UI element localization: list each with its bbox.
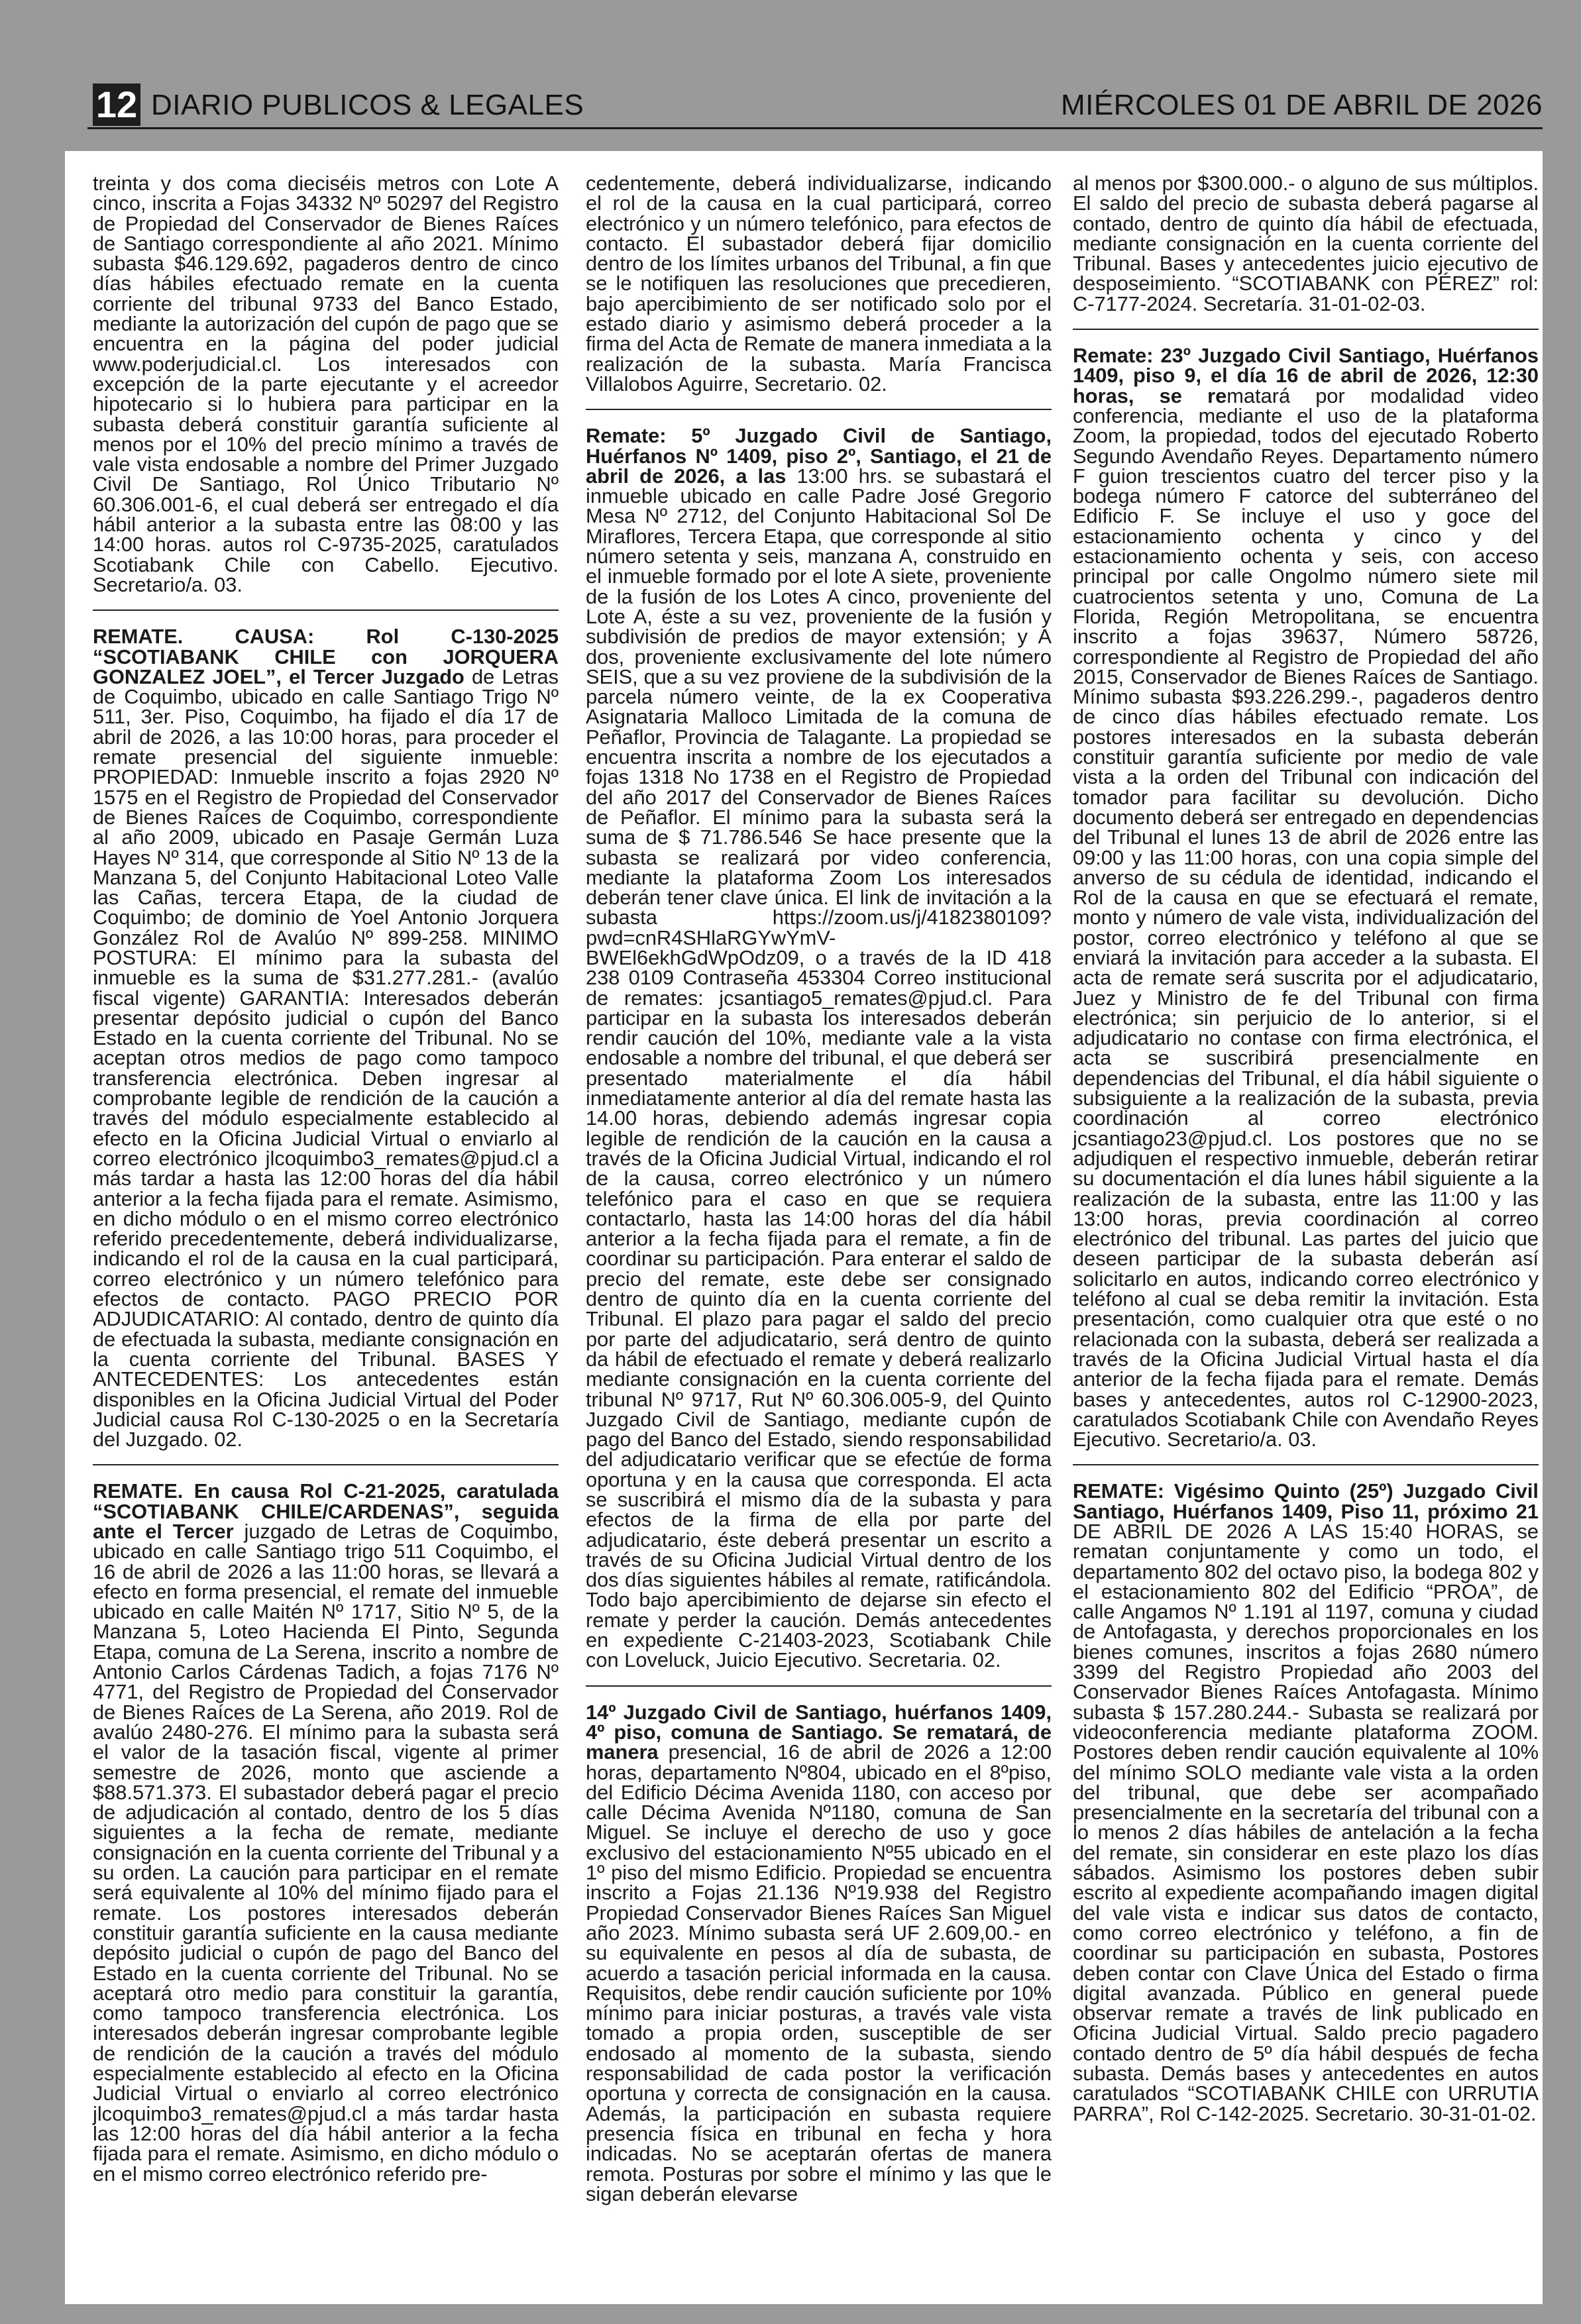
column-3 [1073,174,1539,2124]
notice-text: al menos por $300.000.- o alguno de sus múltiplos. El saldo del precio de subasta deberá pagarse al contado, dentro de quinto día hábil de efectuada, mediante consignación en la cuenta corriente del Tribunal. Bases y antecedentes juicio ejecutivo de desposeimiento. “SCOTIABANK con PÉREZ” rol: C-7177-2024. Secretaría. 31-01-02-03. [1073,172,1539,315]
notice [1073,346,1539,1450]
notice-divider [1073,1464,1539,1465]
notice [1073,1481,1539,2124]
notice-text: presencial, 16 de abril de 2026 a 12:00 horas, departamento Nº804, ubicado en el 8ºpiso, del Edificio Décima Avenida 1180, con acceso por calle Décima Avenida Nº1180, comuna de San Miguel. Se incluye el derecho de uso y goce exclusivo del estacionamiento Nº55 ubicado en el 1º piso del mismo Edificio. Propiedad se encuentra inscrito a Fojas 21.136 Nº19.938 del Registro Propiedad Conservador Bienes Raíces San Miguel año 2023. Mínimo subasta será UF 2.609,00.- en su equivalente en pesos al día de subasta, de acuerdo a tasación pericial informada en la causa. Requisitos, debe rendir caución suficiente por 10% mínimo para iniciar posturas, a través vale vista tomado a propia orden, susceptible de ser endosado al momento de la subasta, siendo responsabilidad de cada postor la verificación oportuna y correcta de consignación en la causa. Además, la participación en subasta requiere presencia física en tribunal en fecha y hora indicadas. No se aceptarán ofertas de manera remota. Posturas por sobre el mínimo y las que le sigan deberán elevarse [586,1740,1052,2205]
notice-text: DE ABRIL DE 2026 A LAS 15:40 HORAS, se rematan conjuntamente y como un todo, el departamento 802 del octavo piso, la bodega 802 y el estacionamiento 802 del Edificio “PROA”, de calle Angamos Nº 1.191 al 1197, comuna y ciudad de Antofagasta, y derechos proporcionales en los bienes comunes, inscritos a fojas 2680 número 3399 del Registro Propiedad año 2003 del Conservador Bienes Raíces Antofagasta. Mínimo subasta $ 157.280.244.- Subasta se realizará por videoconferencia mediante plataforma ZOOM. Postores deben rendir caución equivalente al 10% del mínimo SOLO mediante vale vista a la orden del tribunal, que debe ser acompañado presencialmente en la secretaría del tribunal con a lo menos 2 días hábiles de antelación a la fecha del remate, sin considerar en este plazo los días sábados. Asimismo los postores deben subir escrito al expediente acompañando imagen digital del vale vista e indicar sus datos de contacto, como correo electrónico y teléfono, a fin de coordinar su participación en subasta, Postores deben contar con Clave Única del Estado o firma digital avanzada. Público en general puede observar remate a través de link publicado en Oficina Judicial Virtual. Saldo precio pagadero contado dentro de 5º día hábil después de fecha subasta. Demás bases y antecedentes en autos caratulados “SCOTIABANK CHILE con URRUTIA PARRA”, Rol C-142-2025. Secretario. 30-31-01-02. [1073,1520,1539,2125]
notice-divider [1073,329,1539,330]
notice-divider [586,1685,1052,1687]
notice-divider [93,609,559,611]
notice-divider [93,1464,559,1465]
notice-heading: 14º Juzgado Civil de Santiago, huérfanos 1409, 4º piso, comuna de Santiago. Se rematará, de manera [586,1700,1052,1764]
notice-text: 13:00 hrs. se subastará el inmueble ubicado en calle Padre José Gregorio Mesa Nº 2712, del Conjunto Habitacional Sol De Miraflores, Tercera Etapa, que corresponde al sitio número setenta y seis, manzana A, construido en el inmueble formado por el lote A siete, proveniente de la fusión de los Lotes A cinco, proveniente del Lote A, éste a su vez, proveniente de la fusión y subdivisión de predios de mayor extensión; y A dos, proveniente exclusivamente del lote número SEIS, que a su vez proviene de la subdivisión de la parcela número veinte, de la ex Cooperativa Asignataria Malloco Limitada de la comuna de Peñaflor, Provincia de Talagante. La propiedad se encuentra inscrita a nombre de los ejecutados a fojas 1318 No 1738 en el Registro de Propiedad del año 2017 del Conservador de Bienes Raíces de Peñaflor. El mínimo para la subasta será la suma de $ 71.786.546 Se hace presente que la subasta se realizará por video conferencia, mediante la plataforma Zoom Los interesados deberán tener clave única. El link de invitación a la subasta https://zoom.us/j/4182380109?pwd=cnR4SHlaRGYwYmV-BWEl6ekhGdWpOdz09, o a través de la ID 418 238 0109 Contraseña 453304 Correo institucional de remates: jcsantiago5_remates@pjud.cl. Para participar en la subasta los interesados deberán rendir caución del 10%, mediante vale a la vista endosable a nombre del tribunal, el que deberá ser presentado materialmente el día hábil inmediatamente anterior al día del remate hasta las 14.00 horas, debiendo además ingresar copia legible de rendición de la caución en la causa a través de la Oficina Judicial Virtual, indicando el rol de la causa, correo electrónico y un número telefónico para el caso en que se requiera contactarlo, hasta las 14:00 horas del día hábil anterior a la fecha fijada para el remate, a fin de coordinar su participación. Para enterar el saldo de precio del remate, este debe ser consignado dentro de quinto día en la cuenta corriente del Tribunal. El plazo para pagar el saldo del precio por parte del adjudicatario, será dentro de quinto da hábil de efectuado el remate y deberá realizarlo mediante consignación en la cuenta corriente del tribunal Nº 9717, Rut Nº 60.306.005-9, del Quinto Juzgado Civil de Santiago, mediante cupón de pago del Banco del Estado, siendo responsabilidad del adjudicatario verificar que se efectúe de forma oportuna y en la causa que corresponda. El acta se suscribirá el mismo día de la subasta y para efectos de la firma de ella por parte del adjudicatario, éste deberá presentar un escrito a través de su Oficina Judicial Virtual dentro de los dos días siguientes hábiles al remate, ratificándola. Todo bajo apercibimiento de dejarse sin efecto el remate y perder la caución. Demás antecedentes en expediente C-21403-2023, Scotiabank Chile con Loveluck, Juicio Ejecutivo. Secretaria. 02. [586,464,1052,1672]
notice-heading: Remate: 23º Juzgado Civil Santiago, Huérfanos 1409, piso 9, el día 16 de abril de 2026, 12:30 horas, se re [1073,344,1539,407]
page-number: 12 [93,83,140,126]
notice-continuation [93,174,559,595]
notice-heading: Remate: 5º Juzgado Civil de Santiago, Huérfanos Nº 1409, piso 2º, Santiago, el 21 de abril de 2026, a las [586,424,1052,488]
notice-text: cedentemente, deberá individualizarse, indicando el rol de la causa en la cual participará, correo electrónico y un número telefónico, para efectos de contacto. El subastador deberá fijar domicilio dentro de los límites urbanos del Tribunal, a fin que se le notifiquen las resoluciones que precedieren, bajo apercibimiento de ser notificado solo por el estado diario y asimismo deberá proceder a la firma del Acta de Remate de manera inmediata a la realización de la subasta. María Francisca Villalobos Aguirre, Secretario. 02. [586,172,1052,396]
column-1 [93,174,559,2184]
notice [586,426,1052,1670]
notice-heading: REMATE. En causa Rol C-21-2025, caratulada “SCOTIABANK CHILE/CARDENAS”, seguida ante el Tercer [93,1479,559,1543]
column-2 [586,174,1052,2204]
notice-heading: REMATE: Vigésimo Quinto (25º) Juzgado Civil Santiago, Huérfanos 1409, Piso 11, próximo 21 [1073,1479,1539,1523]
newspaper-page [65,151,1543,2304]
notice [586,1700,1052,2205]
notice-text: treinta y dos coma dieciséis metros con Lote A cinco, inscrita a Fojas 34332 Nº 50297 del Registro de Propiedad del Conservador de Bienes Raíces de Santiago correspondiente al año 2021. Mínimo subasta $46.129.692, pagaderos dentro de cinco días hábiles efectuado remate en la cuenta corriente del tribunal 9733 del Banco Estado, mediante la autorización del cupón de pago que se encuentra en la página del poder judicial www.poderjudicial.cl. Los interesados con excepción de la parte ejecutante y el acreedor hipotecario si lo hubiera para participar en la subasta deberá constituir garantía suficiente al menos por el 10% del precio mínimo a través de vale vista endosable a nombre del Primer Juzgado Civil De Santiago, Rol Único Tributario Nº 60.306.001-6, el cual deberá ser entregado el día hábil anterior a la subasta entre las 08:00 y las 14:00 horas. autos rol C-9735-2025, caratulados Scotiabank Chile con Cabello. Ejecutivo. Secretario/a. 03. [93,172,559,596]
notice-text: de Letras de Coquimbo, ubicado en calle Santiago Trigo Nº 511, 3er. Piso, Coquimbo, ha fijado el día 17 de abril de 2026, a las 10:00 horas, para proceder el remate presencial del siguiente inmueble: PROPIEDAD: Inmueble inscrito a fojas 2920 Nº 1575 en el Registro de Propiedad del Conservador de Bienes Raíces de Coquimbo, correspondiente al año 2009, ubicado en Pasaje Germán Luza Hayes Nº 314, que corresponde al Sitio Nº 13 de la Manzana 5, del Conjunto Habitacional Loteo Valle las Cañas, tercera Etapa, de la ciudad de Coquimbo; de dominio de Yoel Antonio Jorquera González Rol de Avalúo Nº 899-258. MINIMO POSTURA: El mínimo para la subasta del inmueble es la suma de $31.277.281.- (avalúo fiscal vigente) GARANTIA: Interesados deberán presentar depósito judicial o cupón del Banco Estado en la cuenta corriente del Tribunal. No se aceptan otros medios de pago como tampoco transferencia electrónica. Deben ingresar al comprobante legible de rendición de la caución a través del módulo especialmente establecido al efecto en la Oficina Judicial Virtual o enviarlo al correo electrónico jlcoquimbo3_remates@pjud.cl a más tardar a hasta las 12:00 horas del día hábil anterior a la fecha fijada para el remate. Asimismo, en dicho módulo o en el mismo correo electrónico referido precedentemente, deberá individualizarse, indicando el rol de la causa en la cual participará, correo electrónico y un número telefónico para efectos de contacto. PAGO PRECIO POR ADJUDICATARIO: Al contado, dentro de quinto día de efectuada la subasta, mediante consignación en la cuenta corriente del Tribunal. BASES Y ANTECEDENTES: Los antecedentes están disponibles en la Oficina Judicial Virtual del Poder Judicial causa Rol C-130-2025 o en la Secretaría del Juzgado. 02. [93,664,559,1452]
publication-title: DIARIO PUBLICOS & LEGALES [151,89,584,121]
notice-continuation [1073,174,1539,314]
notice-text: juzgado de Letras de Coquimbo, ubicado en calle Santiago trigo 511 Coquimbo, el 16 de abril de 2026 a las 11:00 horas, se llevará a efecto en forma presencial, el remate del inmueble ubicado en calle Maitén Nº 1717, Sitio Nº 5, de la Manzana 5, Loteo Hacienda El Pinto, Segunda Etapa, comuna de La Serena, inscrito a nombre de Antonio Carlos Cárdenas Tadich, a fojas 7176 Nº 4771, del Registro de Propiedad del Conservador de Bienes Raíces de La Serena, año 2019. Rol de avalúo 2480-276. El mínimo para la subasta será el valor de la tasación fiscal, vigente al primer semestre de 2026, monto que asciende a $88.571.373. El subastador deberá pagar el precio de adjudicación al contado, dentro de los 5 días siguientes a la fecha de remate, mediante consignación en la cuenta corriente del Tribunal y a su orden. La caución para participar en el remate será equivalente al 10% del mínimo fijado para el remate. Los postores interesados deberán constituir garantía suficiente en la causa mediante depósito judicial o cupón de pago del Banco del Estado en la cuenta corriente del Tribunal. No se aceptará otro medio para constituir la garantía, como tampoco transferencia electrónica. Los interesados deberán ingresar comprobante legible de rendición de la caución a través del módulo especialmente establecido al efecto en la Oficina Judicial Virtual o enviarlo al correo electrónico jlcoquimbo3_remates@pjud.cl a más tardar hasta las 12:00 horas del día hábil anterior a la fecha fijada para el remate. Asimismo, en dicho módulo o en el mismo correo electrónico referido pre- [93,1520,559,2186]
notice [93,627,559,1450]
notice-divider [586,409,1052,410]
notice-text: matará por modalidad video conferencia, mediante el uso de la plataforma Zoom, la propiedad, todos del ejecutado Roberto Segundo Avendaño Reyes. Departamento número F guion trescientos cuatro del tercer piso y la bodega número F catorce del subterráneo del Edificio F. Se incluye el uso y goce del estacionamiento ochenta y cinco y del estacionamiento ochenta y seis, con acceso principal por calle Ongolmo número siete mil cuatrocientos setenta y uno, Comuna de La Florida, Región Metropolitana, se encuentra inscrito a fojas 39637, Número 58726, correspondiente al Registro de Propiedad del año 2015, Conservador de Bienes Raíces de Santiago. Mínimo subasta $93.226.299.-, pagaderos dentro de cinco días hábiles efectuado remate. Los postores interesados en la subasta deberán constituir garantía suficiente por medio de vale vista a la orden del Tribunal con indicación del tomador para facilitar su devolución. Dicho documento deberá ser entregado en dependencias del Tribunal el lunes 13 de abril de 2026 entre las 09:00 y las 11:00 horas, con una copia simple del anverso de su cédula de identidad, indicando el Rol de la causa en que se efectuará el remate, monto y número de vale vista, individualización del postor, correo electrónico y teléfono al que se enviará la invitación para acceder a la subasta. El acta de remate será suscrita por el adjudicatario, Juez y Ministro de fe del Tribunal con firma electrónica; sin perjuicio de lo anterior, si el adjudicatario no contase con firma electrónica, el acta se suscribirá presencialmente en dependencias del Tribunal, el día hábil siguiente o subsiguiente a la realización de la subasta, previa coordinación al correo electrónico jcsantiago23@pjud.cl. Los postores que no se adjudiquen el respectivo inmueble, deberán retirar su documentación el día lunes hábil siguiente a la realización de la subasta, entre las 11:00 y las 13:00 horas, previa coordinación al correo electrónico del tribunal. Las partes del juicio que deseen participar de la subasta deberán así solicitarlo en autos, indicando correo electrónico y teléfono al cual se deba remitir la invitación. Esta presentación, como cualquier otra que esté o no relacionada con la subasta, deberá ser realizada a través de la Oficina Judicial Virtual hasta el día anterior de la fecha fijada para el remate. Demás bases y antecedentes, autos rol C-12900-2023, caratulados Scotiabank Chile con Avendaño Reyes Ejecutivo. Secretario/a. 03. [1073,384,1539,1452]
issue-date: MIÉRCOLES 01 DE ABRIL DE 2026 [1061,89,1543,121]
notice-heading: REMATE. CAUSA: Rol C-130-2025 “SCOTIABANK CHILE con JORQUERA GONZALEZ JOEL”, el Tercer Juzgado [93,625,559,688]
notice-continuation [586,174,1052,394]
notice [93,1481,559,2184]
